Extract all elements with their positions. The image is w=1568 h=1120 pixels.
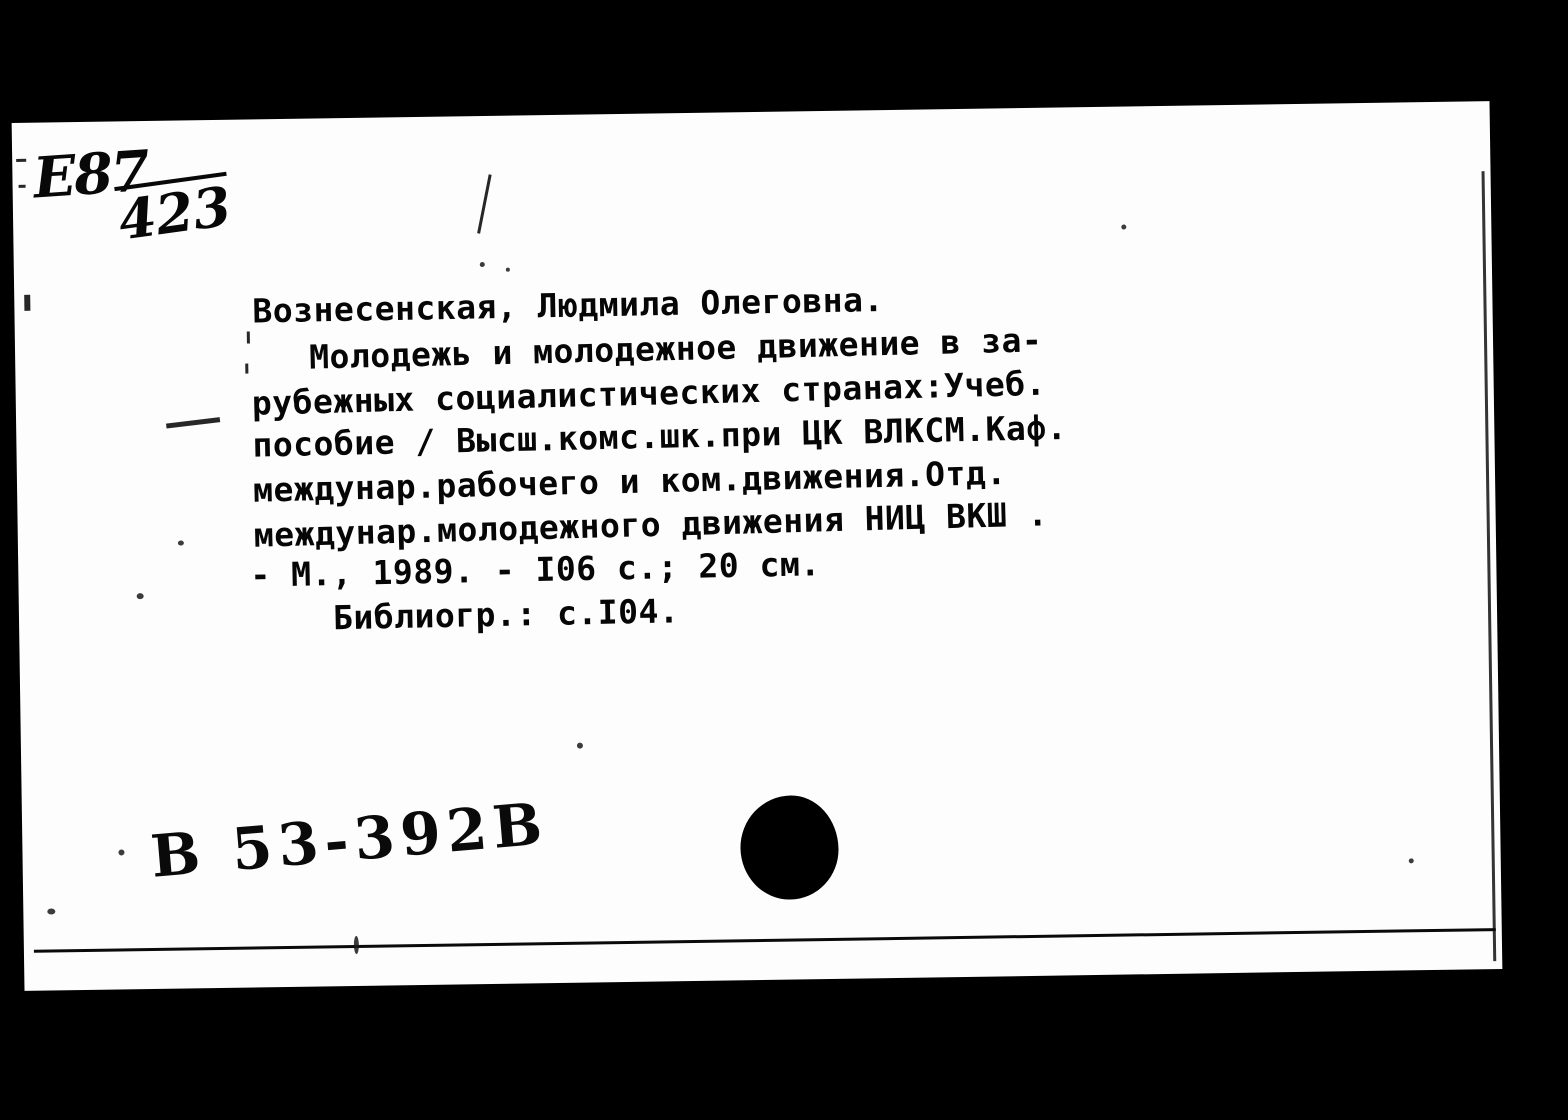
- inventory-number: В 53-392В: [148, 789, 551, 891]
- bibliographic-record: [249, 270, 1457, 639]
- scan-speck: [178, 541, 184, 546]
- scan-speck: [577, 743, 583, 749]
- call-number: [32, 130, 338, 251]
- catalog-card: [12, 101, 1503, 991]
- edge-mark: [19, 185, 26, 188]
- record-title-line-1: Молодежь и молодежное движение в за-: [308, 320, 1043, 377]
- scan-speck: [118, 849, 124, 855]
- ink-blot-icon: [740, 795, 840, 900]
- record-author: Вознесенская, Людмила Олеговна.: [252, 279, 885, 331]
- scan-speck: [1409, 858, 1414, 863]
- call-number-prefix: Е87: [31, 137, 151, 212]
- scan-speck: [480, 262, 485, 267]
- record-title-line-3: пособие / Высш.комс.шк.при ЦК ВЛКСМ.Каф.: [252, 407, 1068, 465]
- scan-speck: [137, 593, 144, 599]
- edge-mark: [247, 332, 250, 344]
- edge-mark: [16, 159, 26, 162]
- edge-mark: [24, 295, 30, 311]
- record-notes: Библиогр.: с.I04.: [332, 591, 680, 638]
- edge-mark: [477, 174, 492, 233]
- card-bottom-rule: [34, 928, 1496, 953]
- scan-speck: [1121, 224, 1126, 229]
- card-right-rule: [1482, 171, 1497, 961]
- record-title-line-4: междунар.рабочего и ком.движения.Отд.: [252, 452, 1007, 510]
- edge-mark: [166, 417, 220, 428]
- record-title-line-5: междунар.молодежного движения НИЦ ВКШ .: [253, 494, 1049, 556]
- scan-speck: [354, 936, 359, 954]
- scan-speck: [506, 268, 510, 272]
- record-imprint: - М., 1989. - I06 с.; 20 см.: [249, 544, 821, 595]
- scan-speck: [47, 908, 55, 914]
- record-title-line-2: рубежных социалистических странах:Учеб.: [251, 363, 1047, 423]
- edge-mark: [245, 364, 248, 374]
- call-number-denominator: 423: [114, 173, 235, 253]
